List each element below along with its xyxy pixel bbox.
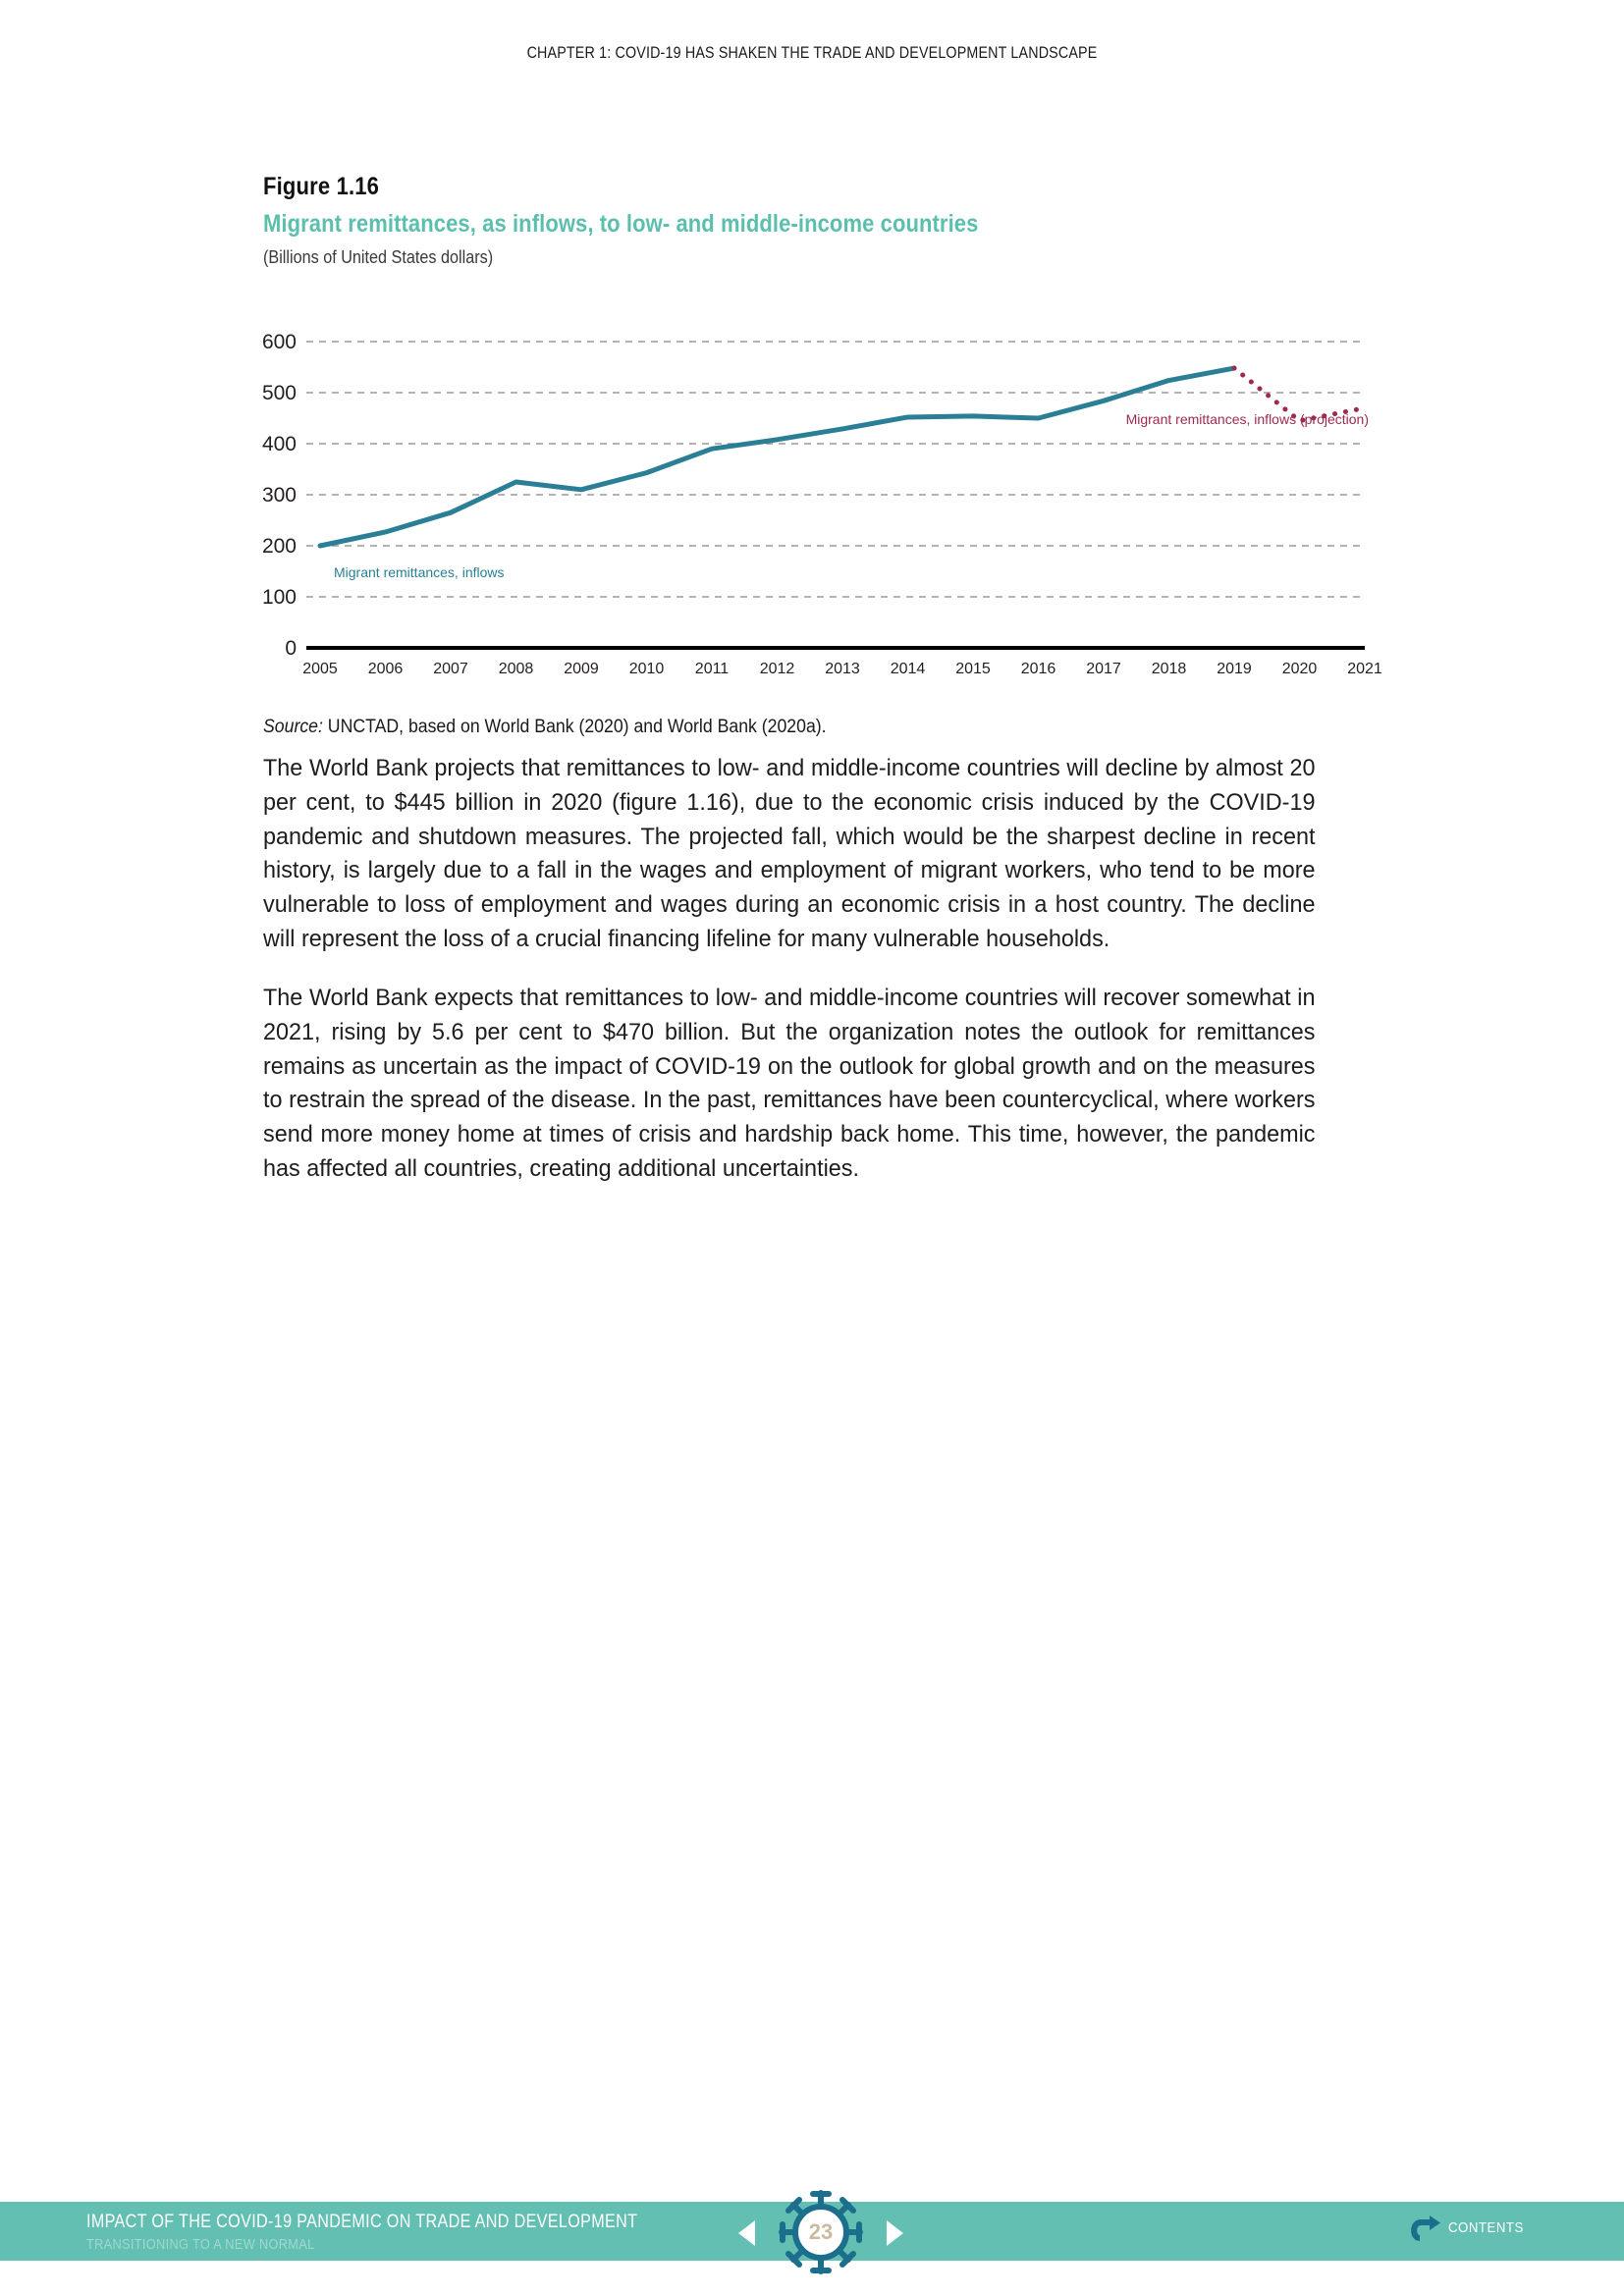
svg-text:2017: 2017 xyxy=(1086,661,1121,677)
series-label-actual: Migrant remittances, inflows xyxy=(334,564,505,580)
svg-text:2016: 2016 xyxy=(1020,661,1056,677)
chart-svg xyxy=(245,324,1384,677)
source-text: UNCTAD, based on World Bank (2020) and World Bank (2020a). xyxy=(322,717,827,737)
body-paragraph-2-container xyxy=(263,982,1365,1212)
footer-subtitle: TRANSITIONING TO A NEW NORMAL xyxy=(86,2236,315,2253)
page-footer xyxy=(0,2180,1624,2296)
remittances-line-chart xyxy=(245,324,1384,677)
svg-text:400: 400 xyxy=(261,433,297,455)
page-number: 23 xyxy=(808,2219,834,2244)
footer-title: IMPACT OF THE COVID-19 PANDEMIC ON TRADE AND DEVELOPMENT xyxy=(86,2212,638,2232)
svg-text:2014: 2014 xyxy=(890,661,926,677)
svg-text:2005: 2005 xyxy=(302,661,338,677)
chart-series-layer xyxy=(320,368,1365,546)
svg-text:600: 600 xyxy=(261,331,297,353)
svg-text:2010: 2010 xyxy=(628,661,665,677)
chart-y-axis-labels xyxy=(262,331,297,660)
next-page-arrow-icon[interactable] xyxy=(887,2220,903,2246)
svg-text:2020: 2020 xyxy=(1281,661,1318,677)
footer-titles xyxy=(86,2212,671,2253)
previous-page-arrow-icon[interactable] xyxy=(738,2220,755,2246)
chart-x-axis-labels xyxy=(302,661,1382,677)
svg-text:2008: 2008 xyxy=(498,661,534,677)
svg-text:2006: 2006 xyxy=(367,661,404,677)
svg-text:2011: 2011 xyxy=(694,661,730,677)
svg-text:500: 500 xyxy=(261,382,297,404)
svg-text:200: 200 xyxy=(261,535,297,558)
figure-source xyxy=(263,717,1286,738)
series-label-projection: Migrant remittances, inflows (projection) xyxy=(1125,411,1369,427)
contents-link[interactable] xyxy=(1410,2214,1534,2241)
svg-text:100: 100 xyxy=(261,586,297,609)
svg-text:0: 0 xyxy=(285,637,297,660)
running-header: CHAPTER 1: COVID-19 HAS SHAKEN THE TRADE AND DEVELOPMENT LANDSCAPE xyxy=(526,43,1098,62)
body-paragraph-1-container xyxy=(263,752,1365,983)
figure-title: Migrant remittances, as inflows, to low- and middle-income countries xyxy=(263,210,979,238)
svg-text:2021: 2021 xyxy=(1347,661,1382,677)
svg-text:2012: 2012 xyxy=(759,661,795,677)
figure-units: (Billions of United States dollars) xyxy=(263,247,494,267)
contents-label: CONTENTS xyxy=(1447,2218,1524,2236)
source-label: Source: xyxy=(263,717,323,737)
svg-text:300: 300 xyxy=(261,484,297,507)
chart-gridlines xyxy=(306,342,1365,597)
svg-text:2007: 2007 xyxy=(433,661,468,677)
return-arrow-icon xyxy=(1410,2214,1441,2241)
figure-header-block xyxy=(263,173,1363,268)
svg-text:2009: 2009 xyxy=(564,661,599,677)
body-paragraph-2: The World Bank expects that remittances to low- and middle-income countries will recover somewhat in 2021, rising by 5.6 per cent to $470 billion. But the organization notes the outlook for remittances remains as uncertain as the impact of COVID-19 on the outlook for global growth and on the measures to restrain the spread of the disease. In the past, remittances have been countercyclical, where workers send more money home at times of crisis and hardship back home. This time, however, the pandemic has affected all countries, creating additional uncertainties. xyxy=(263,985,1316,1182)
svg-text:2019: 2019 xyxy=(1217,661,1252,677)
page-number-badge xyxy=(776,2187,866,2277)
svg-text:2018: 2018 xyxy=(1151,661,1187,677)
body-paragraph-1: The World Bank projects that remittances to low- and middle-income countries will decline by almost 20 per cent, to $445 billion in 2020 (figure 1.16), due to the economic crisis induced by the COVID-19 pandemic and shutdown measures. The projected fall, which would be the sharpest decline in recent history, is largely due to a fall in the wages and employment of migrant workers, who tend to be more vulnerable to loss of employment and wages during an economic crisis in a host country. The decline will represent the loss of a crucial financing lifeline for many vulnerable households. xyxy=(263,755,1316,952)
svg-text:2013: 2013 xyxy=(825,661,860,677)
svg-text:2015: 2015 xyxy=(955,661,991,677)
figure-number: Figure 1.16 xyxy=(263,173,380,200)
